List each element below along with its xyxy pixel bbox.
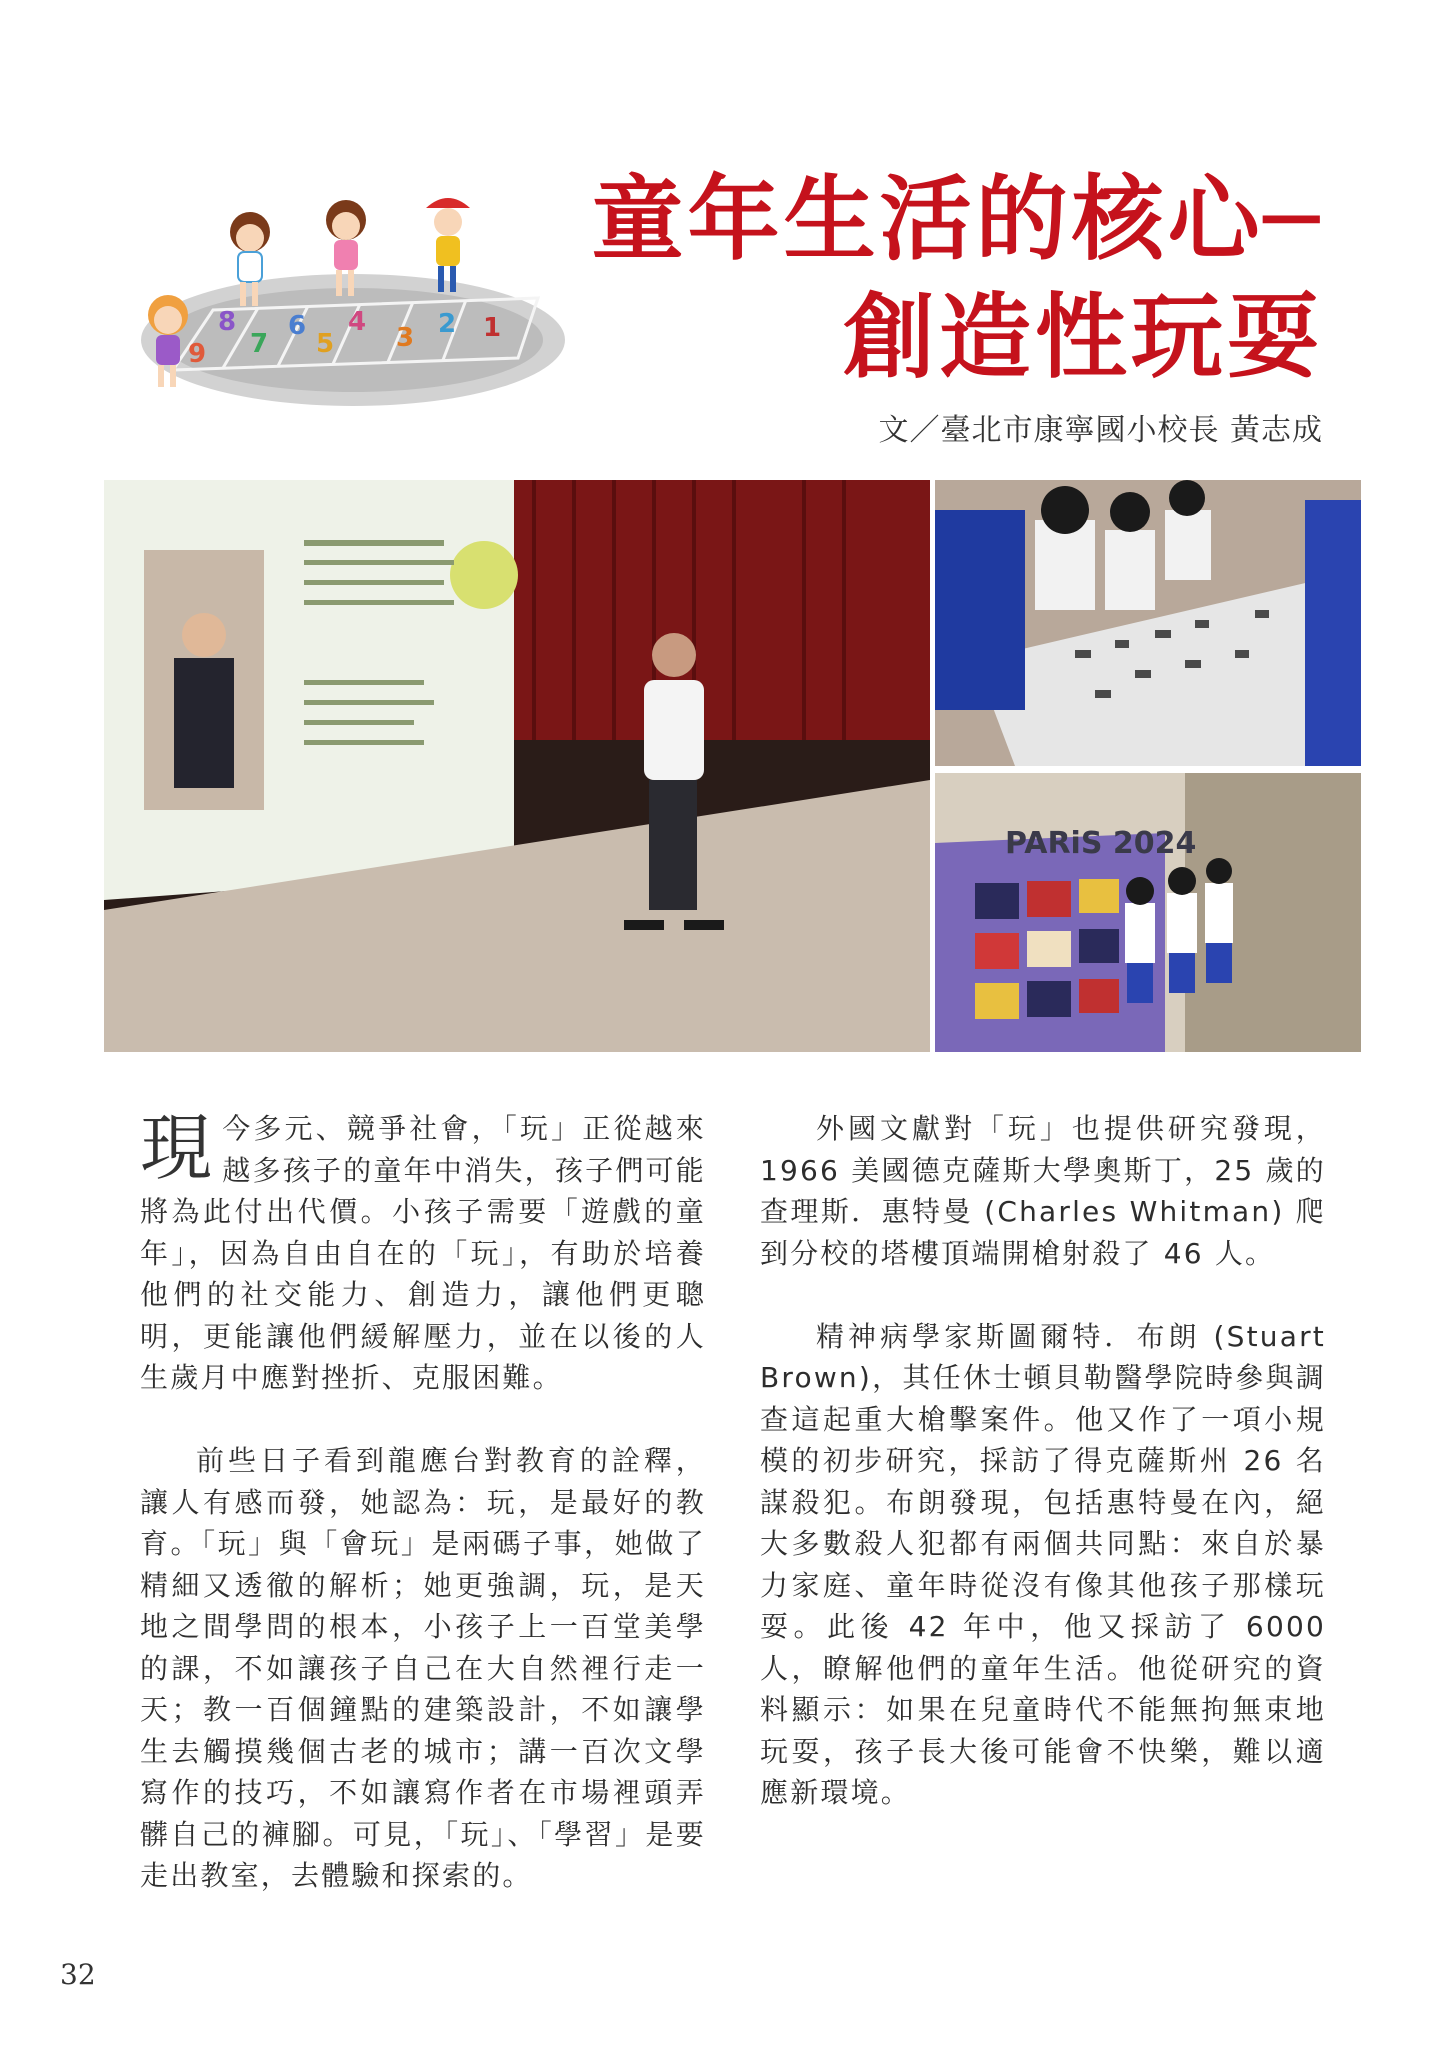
hop-number: 3	[396, 323, 415, 353]
hop-number: 8	[218, 307, 237, 337]
paragraph: 外國文獻對「玩」也提供研究發現，1966 美國德克薩斯大學奧斯丁，25 歲的查理斯．惠特曼 (Charles Whitman) 爬到分校的塔樓頂端開槍射殺了 46 人。	[760, 1112, 1326, 1270]
article-title	[592, 160, 1323, 396]
paragraph: 前些日子看到龍應台對教育的詮釋，讓人有感而發，她認為：玩，是最好的教育。「玩」與「會玩」是兩碼子事，她做了精細又透徹的解析；她更強調，玩，是天地之間學問的根本，小孩子上一百堂美學的課，不如讓孩子自己在大自然裡行走一天；教一百個鐘點的建築設計，不如讓學生去觸摸幾個古老的城市；講一百次文學寫作的技巧，不如讓寫作者在市場裡頭弄髒自己的褲腳。可見，「玩」、「學習」是要走出教室，去體驗和探索的。	[140, 1444, 706, 1892]
title-line-2: 創造性玩耍	[842, 283, 1323, 391]
paragraph	[140, 1108, 706, 1399]
hop-number: 1	[483, 313, 502, 343]
child-figure-4	[426, 198, 470, 292]
hop-number: 7	[250, 329, 269, 359]
hop-number: 2	[438, 309, 457, 339]
paris-sign-text: PARiS 2024	[1005, 826, 1197, 861]
hopscotch-illustration	[138, 190, 568, 415]
title-line-1: 童年生活的核心─	[591, 165, 1323, 273]
author-byline: 文／臺北市康寧國小校長 黃志成	[878, 413, 1323, 448]
article-column-left	[140, 1108, 706, 1897]
photo-paris-2024-wall	[935, 773, 1361, 1052]
page-number: 32	[60, 1958, 96, 1991]
hop-number: 5	[316, 329, 335, 359]
paragraph: 精神病學家斯圖爾特．布朗 (Stuart Brown)，其任休士頓貝勒醫學院時參與調查這起重大槍擊案件。他又作了一項小規模的初步研究，採訪了得克薩斯州 26 名謀殺犯。布朗發現，包括惠特曼在內，絕大多數殺人犯都有兩個共同點：來自於暴力家庭、童年時從沒有像其他孩子那樣玩耍。此後 42 年中，他又採訪了 6000 人，瞭解他們的童年生活。他從研究的資料顯示：如果在兒童時代不能無拘無束地玩耍，孩子長大後可能會不快樂，難以適應新環境。	[760, 1319, 1326, 1809]
photo-children-table	[935, 480, 1361, 766]
hop-number: 6	[288, 311, 307, 341]
drop-cap: 現	[140, 1106, 215, 1190]
photo-lecture-stage	[104, 480, 930, 1052]
hop-number: 9	[188, 339, 207, 369]
article-column-right	[760, 1108, 1326, 1814]
paragraph-text: 今多元、競爭社會，「玩」正從越來越多孩子的童年中消失，孩子們可能將為此付出代價。小孩子需要「遊戲的童年」，因為自由自在的「玩」，有助於培養他們的社交能力、創造力，讓他們更聰明，更能讓他們緩解壓力，並在以後的人生歲月中應對挫折、克服困難。	[140, 1112, 706, 1394]
hop-number: 4	[348, 307, 367, 337]
